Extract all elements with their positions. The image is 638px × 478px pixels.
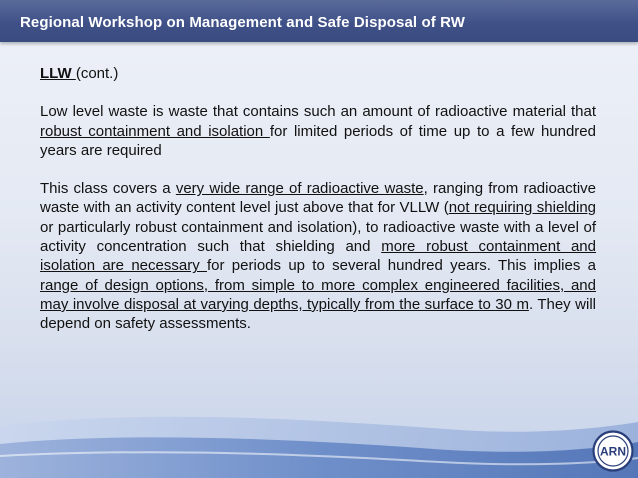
arn-logo	[592, 430, 634, 472]
p2-text-5: . They will depend on safety assessments.	[40, 295, 596, 333]
paragraph-definition	[40, 102, 596, 160]
p2-text-1: This class covers a	[40, 180, 176, 198]
p2-text-3: or particularly robust containment and isolation), to radioactive waste with a level of activity concentration such that shielding and	[40, 218, 596, 256]
p2-underline-4: range of design options, from simple to more complex engineered facilities, and may involve disposal at varying depths, typically from the surface to 30 m	[40, 276, 596, 313]
p2-underline-3: more robust containment and isolation are necessary	[40, 238, 596, 275]
p2-underline-2: not requiring shielding	[448, 199, 597, 217]
p2-text-2: , ranging from radioactive waste with an activity content level just above that for VLLW (	[40, 180, 596, 217]
slide-heading	[40, 64, 596, 83]
p1-text-1: Low level waste is waste that contains such an amount of radioactive material that	[40, 103, 596, 121]
p2-text-4: for periods up to several hundred years. This implies a	[207, 257, 596, 275]
decorative-wave-band	[0, 368, 638, 478]
heading-suffix: (cont.)	[75, 65, 119, 82]
logo-text: ARN	[600, 444, 626, 459]
workshop-title: Regional Workshop on Management and Safe Disposal of RW	[20, 14, 465, 31]
p2-underline-1: very wide range of radioactive waste	[175, 180, 424, 198]
p1-underline-1: robust containment and isolation	[40, 122, 270, 140]
paragraph-class-range	[40, 179, 596, 333]
heading-term: LLW	[40, 65, 76, 82]
p1-text-2: for limited periods of time up to a few hundred years are required	[40, 122, 596, 159]
title-bar	[0, 0, 638, 42]
slide-body	[40, 64, 596, 353]
